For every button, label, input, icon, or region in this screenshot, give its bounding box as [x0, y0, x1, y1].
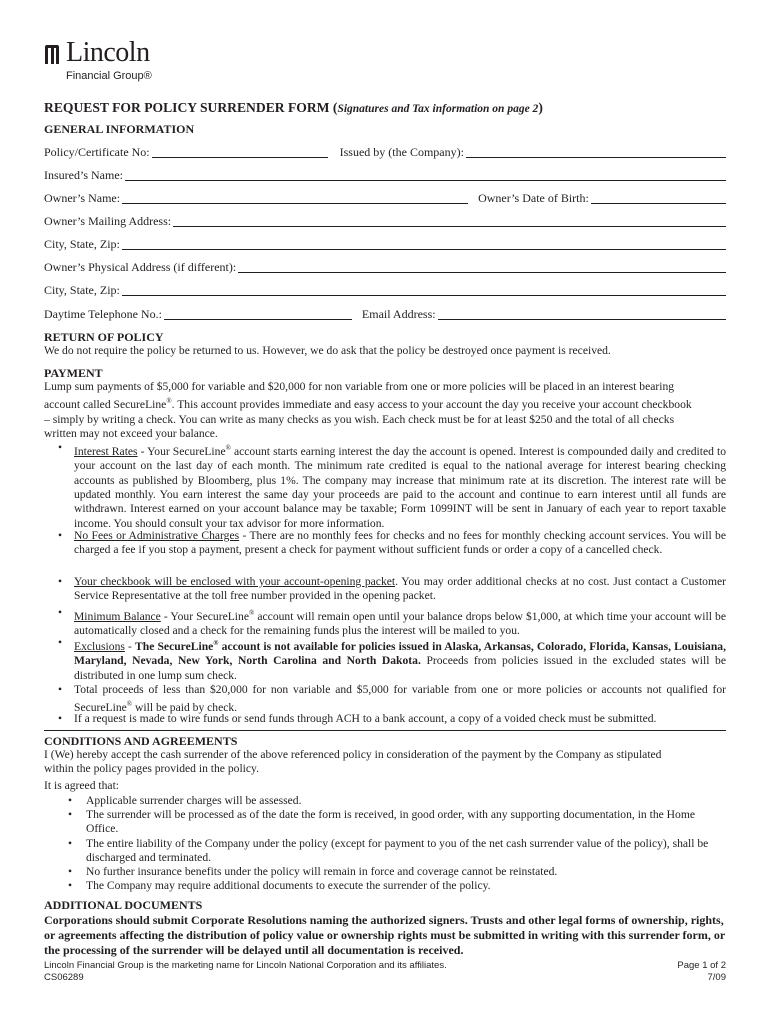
condition-item: • Applicable surrender charges will be assessed.	[68, 794, 302, 807]
issued-by-label: Issued by (the Company):	[339, 145, 464, 159]
payment-intro-line-1: Lump sum payments of $5,000 for variable and $20,000 for non variable from one or more policies will be placed in an interest bearing	[44, 380, 675, 393]
daytime-phone-label: Daytime Telephone No.:	[44, 307, 162, 321]
additional-documents-text: Corporations should submit Corporate Resolutions naming the authorized signers. Trusts and other legal forms of ownership, rights, or agreements affecting the distribution of policy value or ownership rights must be submitted in writing with this surrender form, or the processing of the surrender will be delayed until all documentation is received.	[44, 913, 725, 957]
logo-subtitle: Financial Group®	[66, 70, 152, 82]
checkbook-title: Your checkbook will be enclosed with your account-opening packet	[74, 575, 396, 588]
physical-address-field[interactable]	[238, 260, 726, 273]
city-state-zip-label-2: City, State, Zip:	[44, 283, 120, 297]
issued-by-field[interactable]	[466, 145, 726, 158]
section-divider	[44, 730, 726, 731]
checkbook-bullet: • Your checkbook will be enclosed with your account-opening packet. You may order additional checks at no cost. Just contact a Customer Service Representative at the toll free number provided in the opening packet.	[58, 575, 726, 603]
lincoln-logo-icon	[44, 44, 60, 64]
mailing-address-field[interactable]	[173, 214, 726, 227]
city-state-zip-row	[44, 236, 726, 252]
exclusions-title: Exclusions	[74, 639, 125, 653]
no-fees-bullet: • No Fees or Administrative Charges - There are no monthly fees for checks and no fees for monthly checking account services. You will be charged a fee if you stop a payment, present a check for payment without sufficient funds or order a copy of a cancelled check.	[58, 529, 726, 557]
city-state-zip-field[interactable]	[122, 237, 726, 250]
payment-heading: PAYMENT	[44, 366, 103, 380]
form-title-note: Signatures and Tax information on page 2	[337, 103, 539, 115]
owner-name-field[interactable]	[122, 191, 468, 204]
mailing-address-row	[44, 213, 726, 229]
owner-row	[44, 190, 726, 206]
policy-number-field[interactable]	[152, 145, 328, 158]
logo-name: Lincoln	[66, 37, 150, 68]
minimum-balance-bullet: • Minimum Balance - Your SecureLine® account will remain open until your balance drops below $1,000, at which time your account will be automatically closed and a check for the remaining funds plus the interest will be mailed to you.	[58, 606, 726, 638]
conditions-heading: CONDITIONS AND AGREEMENTS	[44, 734, 238, 748]
condition-item: • No further insurance benefits under the policy will remain in force and coverage cannot be reinstated.	[68, 865, 558, 878]
physical-address-label: Owner’s Physical Address (if different):	[44, 260, 237, 274]
conditions-intro: I (We) hereby accept the cash surrender of the above referenced policy in consideration of the payment by the Company as stipulated within the policy pages provided in the policy.	[44, 748, 662, 776]
insured-name-field[interactable]	[125, 168, 726, 181]
general-information-heading: GENERAL INFORMATION	[44, 122, 195, 136]
condition-item: • The entire liability of the Company under the policy (except for payment to you of the net cash surrender value of the policy), shall be discharged and terminated.	[68, 837, 709, 865]
form-title-main: REQUEST FOR POLICY SURRENDER FORM	[44, 100, 330, 115]
additional-documents-heading: ADDITIONAL DOCUMENTS	[44, 898, 203, 912]
form-title: REQUEST FOR POLICY SURRENDER FORM (Signatures and Tax information on page 2)	[44, 100, 543, 115]
interest-rates-bullet: • Interest Rates - Your SecureLine® account starts earning interest the day the account is opened. Interest is compounded daily and credited to your account on the last day of each month. The minimum rate credited is equal to the national average for interest bearing checking accounts as published by Bloomberg, plus 1%. The company may increase that minimum rate at its discretion. The interest rate will be updated monthly. You earn interest the same day your proceeds are paid to the account and continue to earn interest until all funds are withdrawn. Interest earned on your account balance may be taxable; Form 1099INT will be sent in January of each year to report taxable income. You should consult your tax advisor for more information.	[58, 441, 726, 530]
email-label: Email Address:	[361, 307, 436, 321]
condition-item: • The surrender will be processed as of the date the form is received, in good order, with any supporting documentation, in the Home Office.	[68, 808, 695, 836]
page-number: Page 1 of 2	[677, 960, 726, 971]
company-logo	[44, 38, 244, 86]
payment-intro-line-3: – simply by writing a check. You can write as many checks as you wish. Each check must be for at least $250 and the total of all checks	[44, 412, 675, 426]
no-fees-title: No Fees or Administrative Charges	[74, 529, 240, 542]
owner-name-label: Owner’s Name:	[44, 191, 121, 205]
city-state-zip-row-2	[44, 282, 726, 298]
exclusions-bullet: • Exclusions - The SecureLine® account is not available for policies issued in Alaska, Arkansas, Colorado, Florida, Kansas, Louisiana, Maryland, Nevada, New York, North Carolina and North Dakota. Proceeds from policies issued in the excluded states will be distributed in one lump sum check.	[58, 636, 727, 682]
total-proceeds-bullet: • Total proceeds of less than $20,000 for non variable and $5,000 for variable from one or more policies or accounts not qualified for SecureLine® will be paid by check.	[58, 683, 726, 715]
city-state-zip-label: City, State, Zip:	[44, 237, 120, 251]
form-date: 7/09	[707, 972, 726, 983]
policy-number-label: Policy/Certificate No:	[44, 145, 150, 159]
policy-row	[44, 144, 726, 160]
insured-name-label: Insured’s Name:	[44, 168, 123, 182]
mailing-address-label: Owner’s Mailing Address:	[44, 214, 172, 228]
payment-intro-line-2: account called SecureLine®. This account provides immediate and easy access to your account the day you receive your account checkbook	[44, 397, 692, 412]
return-of-policy-heading: RETURN OF POLICY	[44, 330, 164, 344]
wire-funds-bullet: • If a request is made to wire funds or send funds through ACH to a bank account, a copy of a voided check must be submitted.	[58, 712, 657, 725]
form-code: CS06289	[44, 972, 84, 983]
condition-item: • The Company may require additional documents to execute the surrender of the policy.	[68, 879, 491, 892]
footer-disclaimer: Lincoln Financial Group is the marketing name for Lincoln National Corporation and its affiliates.	[44, 960, 447, 971]
minimum-balance-title: Minimum Balance	[74, 609, 161, 623]
email-field[interactable]	[438, 307, 726, 320]
payment-intro	[44, 380, 726, 441]
interest-rates-title: Interest Rates	[74, 444, 138, 458]
return-of-policy-text: We do not require the policy be returned to us. However, we do ask that the policy be destroyed once payment is received.	[44, 344, 611, 357]
owner-dob-label: Owner’s Date of Birth:	[478, 191, 589, 205]
city-state-zip-field-2[interactable]	[122, 283, 726, 296]
page-footer	[44, 960, 726, 984]
footer-right	[677, 960, 726, 984]
insured-row	[44, 167, 726, 183]
owner-dob-field[interactable]	[591, 191, 726, 204]
payment-intro-line-4: written may not exceed your balance.	[44, 427, 218, 441]
conditions-agreed: It is agreed that:	[44, 779, 120, 792]
contact-row	[44, 306, 726, 322]
daytime-phone-field[interactable]	[164, 307, 352, 320]
physical-address-row	[44, 259, 726, 275]
